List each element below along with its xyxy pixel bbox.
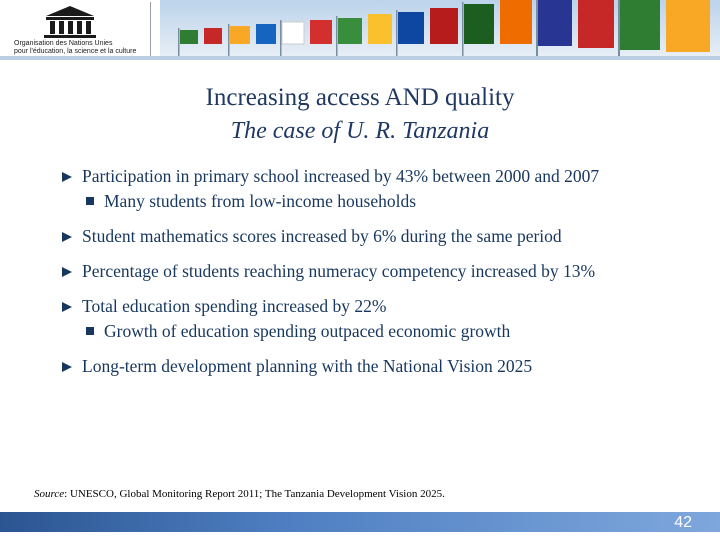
triangle-bullet-icon: [62, 172, 72, 182]
header-rule: [0, 56, 720, 60]
bullet-text: Percentage of students reaching numeracy competency increased by 13%: [82, 261, 596, 281]
bullet-item: [62, 226, 682, 247]
footer-bar: [0, 512, 720, 532]
source-text: : UNESCO, Global Monitoring Report 2011; The Tanzania Development Vision 2025.: [64, 488, 445, 500]
org-name-line1: Organisation des Nations Unies: [14, 40, 113, 47]
flags-banner-image: [160, 0, 720, 56]
triangle-bullet-icon: [62, 267, 72, 277]
sub-bullet-text: Many students from low-income households: [104, 191, 417, 211]
slide-subtitle: The case of U. R. Tanzania: [230, 118, 490, 144]
bullet-text: Total education spending increased by 22%: [82, 296, 387, 316]
bullet-text: Student mathematics scores increased by 6% during the same period: [82, 226, 562, 246]
bullet-text: Participation in primary school increased by 43% between 2000 and 2007: [82, 166, 600, 186]
source-note: [34, 488, 445, 500]
bullet-list: [62, 166, 682, 377]
organisation-name: [14, 40, 154, 56]
square-bullet-icon: [86, 197, 94, 205]
sub-bullet-text: Growth of education spending outpaced economic growth: [104, 321, 511, 341]
logo-divider: [150, 2, 151, 56]
unesco-logo: [14, 4, 154, 56]
slide-title: Increasing access AND quality: [205, 84, 515, 111]
header-banner: [0, 0, 720, 60]
triangle-bullet-icon: [62, 302, 72, 312]
org-name-line2: pour l'éducation, la science et la culture: [14, 48, 137, 55]
bullet-text: Long-term development planning with the National Vision 2025: [82, 356, 533, 376]
triangle-bullet-icon: [62, 362, 72, 372]
bullet-item: [62, 296, 682, 317]
source-label: Source: [34, 488, 65, 500]
sub-bullet-item: [86, 191, 682, 212]
bullet-item: [62, 166, 682, 187]
page-number: 42: [674, 514, 692, 531]
bullet-item: [62, 356, 682, 377]
unesco-temple-icon: [42, 4, 98, 40]
bullet-item: [62, 261, 682, 282]
triangle-bullet-icon: [62, 232, 72, 242]
sub-bullet-item: [86, 321, 682, 342]
square-bullet-icon: [86, 327, 94, 335]
